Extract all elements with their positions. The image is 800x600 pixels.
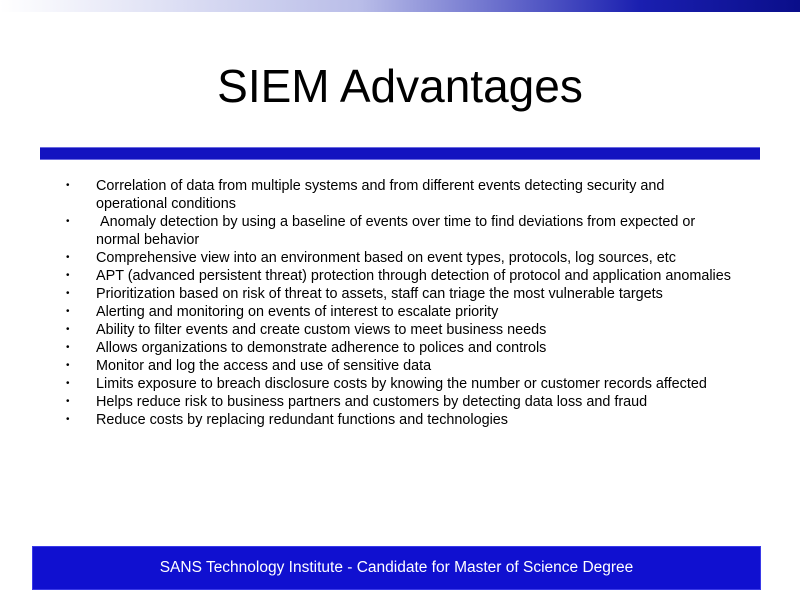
title-divider-bar (40, 147, 760, 160)
bullet-text: Monitor and log the access and use of sensitive data (96, 358, 432, 374)
bullet-glyph: • (66, 396, 70, 407)
bullet-item (0, 357, 736, 375)
bullet-text: Reduce costs by replacing redundant functions and technologies (96, 412, 509, 428)
bullet-text: Prioritization based on risk of threat to assets, staff can triage the most vulnerable targets (96, 286, 663, 302)
bullet-glyph: • (66, 414, 70, 425)
bullet-text: Alerting and monitoring on events of interest to escalate priority (96, 304, 499, 320)
bullet-glyph: • (66, 216, 70, 227)
bullet-text: Limits exposure to breach disclosure costs by knowing the number or customer records affected (96, 376, 707, 392)
bullet-text: Correlation of data from multiple systems and from different events detecting security and operational conditions (96, 178, 665, 212)
bullet-text: Helps reduce risk to business partners and customers by detecting data loss and fraud (96, 394, 648, 410)
bullet-item (0, 393, 736, 411)
bullet-text: APT (advanced persistent threat) protection through detection of protocol and application anomalies (96, 268, 731, 284)
bullet-item (0, 213, 736, 249)
bullet-text: Comprehensive view into an environment based on event types, protocols, log sources, etc (96, 250, 676, 266)
bullet-glyph: • (66, 270, 70, 281)
slide-title: SIEM Advantages (217, 60, 583, 112)
bullet-item (0, 285, 736, 303)
bullet-item (0, 267, 736, 285)
bullet-text: Ability to filter events and create custom views to meet business needs (96, 322, 547, 338)
bullet-glyph: • (66, 306, 70, 317)
bullet-glyph: • (66, 360, 70, 371)
bullet-glyph: • (66, 378, 70, 389)
bullet-glyph: • (66, 288, 70, 299)
bullet-item (0, 303, 736, 321)
bullet-glyph: • (66, 342, 70, 353)
bullet-text: Anomaly detection by using a baseline of events over time to find deviations from expected or normal behavior (96, 214, 700, 248)
bullet-item (0, 411, 736, 429)
bullet-glyph: • (66, 180, 70, 191)
bullet-glyph: • (66, 324, 70, 335)
bullet-item (0, 177, 736, 213)
bullet-item (0, 375, 736, 393)
bullet-item (0, 339, 736, 357)
bullet-list (0, 177, 800, 429)
footer-banner (32, 546, 761, 590)
bullet-item (0, 321, 736, 339)
bullet-glyph: • (66, 252, 70, 263)
top-gradient-bar (0, 0, 800, 12)
footer-text: SANS Technology Institute - Candidate for Master of Science Degree (159, 559, 634, 576)
bullet-text: Allows organizations to demonstrate adherence to polices and controls (96, 340, 547, 356)
bullet-item (0, 249, 736, 267)
